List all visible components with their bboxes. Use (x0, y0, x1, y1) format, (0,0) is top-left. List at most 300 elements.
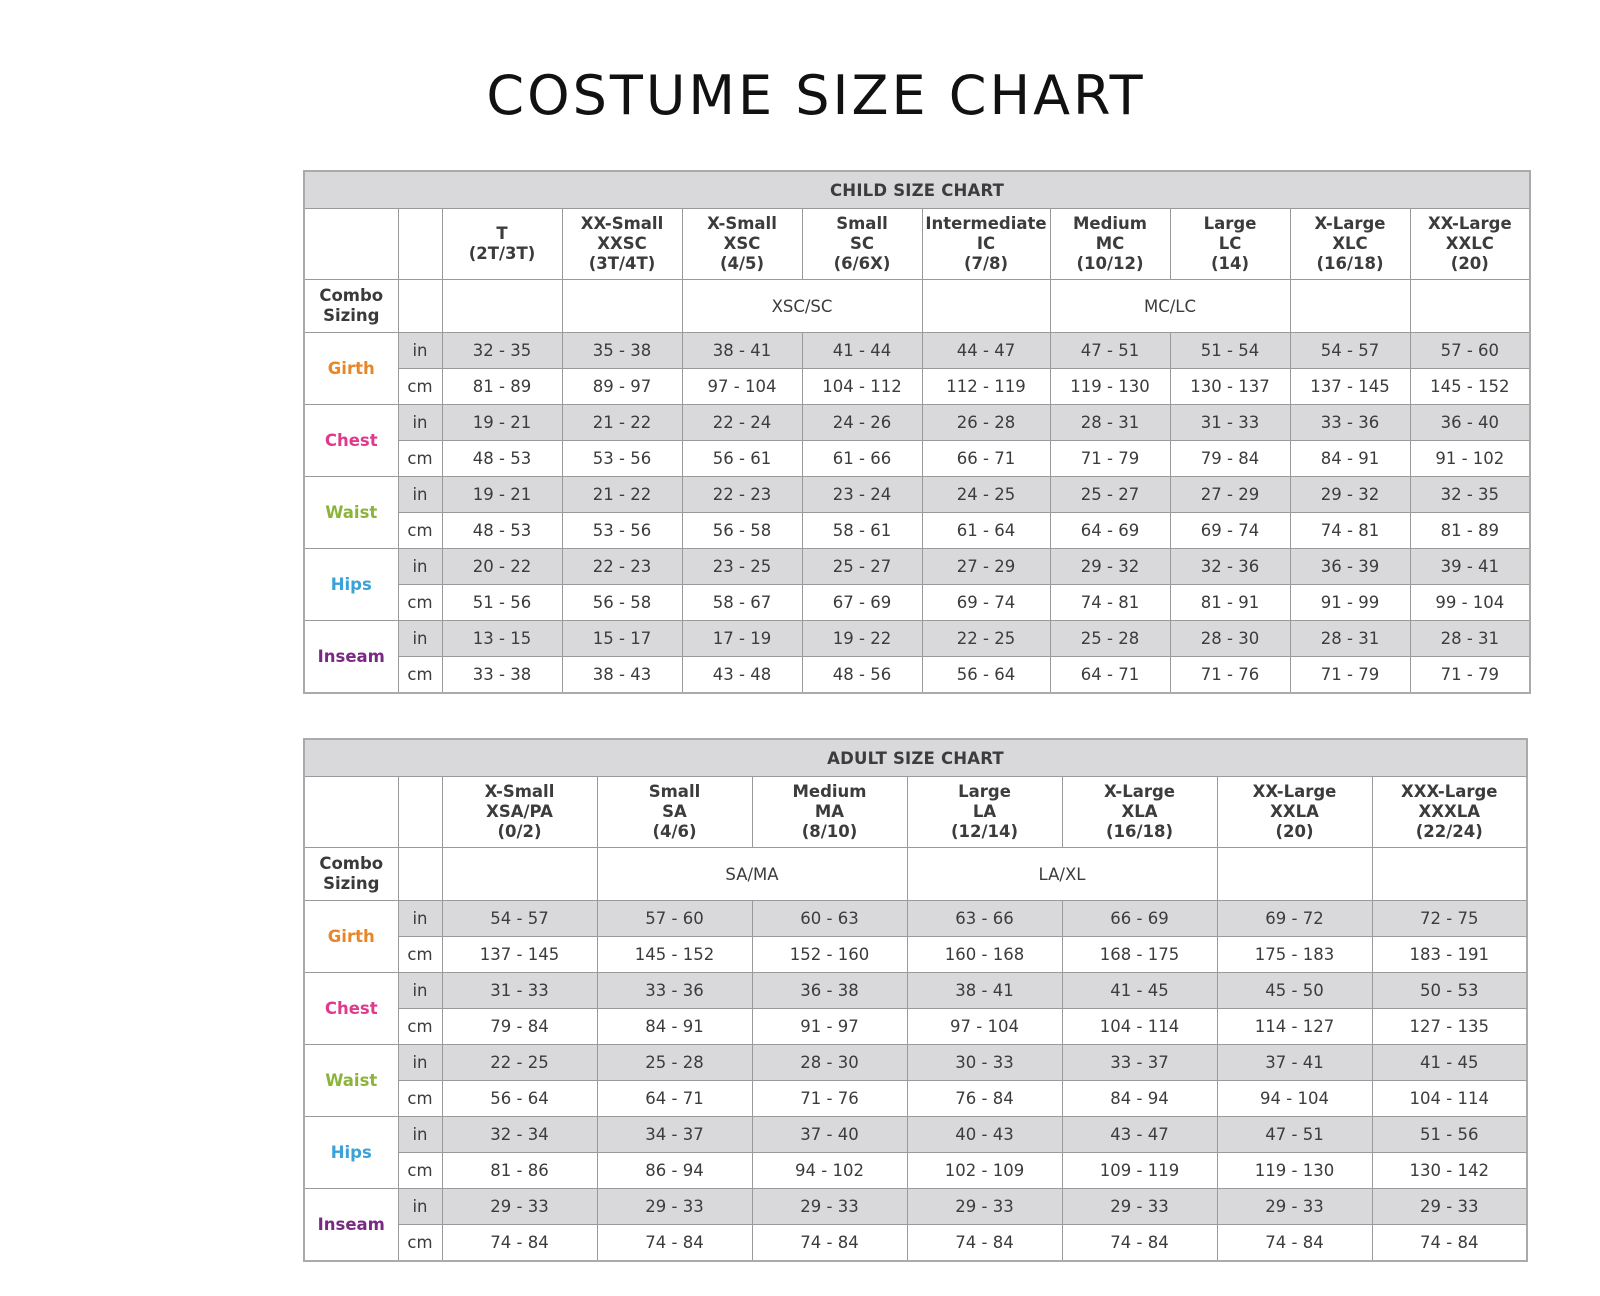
measure-value: 64 - 69 (1050, 513, 1170, 549)
measure-value: 56 - 64 (922, 657, 1050, 694)
size-header-line: X-Large (1314, 214, 1386, 233)
unit-label: in (398, 621, 442, 657)
measure-label-girth: Girth (304, 901, 398, 973)
size-header-line: Medium (792, 782, 867, 801)
measure-value: 51 - 56 (1372, 1117, 1527, 1153)
table-row (304, 333, 1530, 369)
measure-value: 29 - 33 (597, 1189, 752, 1225)
measure-value: 31 - 33 (442, 973, 597, 1009)
measure-value: 41 - 45 (1372, 1045, 1527, 1081)
measure-label-inseam: Inseam (304, 1189, 398, 1262)
measure-value: 29 - 33 (907, 1189, 1062, 1225)
measure-value: 57 - 60 (597, 901, 752, 937)
table-row (304, 513, 1530, 549)
measure-value: 94 - 104 (1217, 1081, 1372, 1117)
measure-value: 64 - 71 (1050, 657, 1170, 694)
measure-value: 33 - 38 (442, 657, 562, 694)
measure-value: 39 - 41 (1410, 549, 1530, 585)
combo-size-cell: MC/LC (1050, 280, 1290, 333)
combo-label-line: Combo (319, 854, 384, 873)
measure-value: 61 - 66 (802, 441, 922, 477)
measure-value: 30 - 33 (907, 1045, 1062, 1081)
measure-value: 94 - 102 (752, 1153, 907, 1189)
measure-value: 17 - 19 (682, 621, 802, 657)
measure-label-waist: Waist (304, 1045, 398, 1117)
measure-label-chest: Chest (304, 405, 398, 477)
measure-value: 15 - 17 (562, 621, 682, 657)
measure-label-girth: Girth (304, 333, 398, 405)
measure-value: 137 - 145 (442, 937, 597, 973)
empty-header-cell (304, 777, 398, 848)
chart-heading: CHILD SIZE CHART (304, 171, 1530, 209)
measure-value: 81 - 91 (1170, 585, 1290, 621)
measure-value: 37 - 41 (1217, 1045, 1372, 1081)
size-header-line: (22/24) (1415, 822, 1483, 841)
measure-value: 63 - 66 (907, 901, 1062, 937)
combo-sizing-label (304, 848, 398, 901)
measure-value: 41 - 44 (802, 333, 922, 369)
measure-value: 54 - 57 (442, 901, 597, 937)
size-header-line: XX-Large (1427, 214, 1512, 233)
measure-value: 25 - 27 (802, 549, 922, 585)
unit-label: in (398, 333, 442, 369)
measure-value: 104 - 112 (802, 369, 922, 405)
table-row (304, 1189, 1527, 1225)
measure-value: 48 - 56 (802, 657, 922, 694)
combo-size-cell (922, 280, 1050, 333)
measure-value: 81 - 89 (442, 369, 562, 405)
measure-value: 57 - 60 (1410, 333, 1530, 369)
empty-header-cell (304, 209, 398, 280)
measure-value: 104 - 114 (1062, 1009, 1217, 1045)
measure-value: 21 - 22 (562, 405, 682, 441)
measure-value: 76 - 84 (907, 1081, 1062, 1117)
measure-value: 66 - 69 (1062, 901, 1217, 937)
measure-value: 89 - 97 (562, 369, 682, 405)
measure-value: 29 - 33 (752, 1189, 907, 1225)
size-header-line: XXXLA (1418, 802, 1480, 821)
measure-value: 175 - 183 (1217, 937, 1372, 973)
measure-value: 99 - 104 (1410, 585, 1530, 621)
size-header-line: LA (972, 802, 997, 821)
measure-value: 74 - 84 (1217, 1225, 1372, 1262)
unit-label: cm (398, 1009, 442, 1045)
combo-size-cell (1290, 280, 1410, 333)
measure-value: 26 - 28 (922, 405, 1050, 441)
measure-value: 168 - 175 (1062, 937, 1217, 973)
size-header (1410, 209, 1530, 280)
measure-value: 81 - 86 (442, 1153, 597, 1189)
measure-value: 56 - 58 (562, 585, 682, 621)
measure-value: 25 - 27 (1050, 477, 1170, 513)
measure-value: 56 - 64 (442, 1081, 597, 1117)
measure-value: 56 - 61 (682, 441, 802, 477)
measure-value: 29 - 32 (1290, 477, 1410, 513)
size-header (907, 777, 1062, 848)
measure-value: 31 - 33 (1170, 405, 1290, 441)
measure-value: 145 - 152 (597, 937, 752, 973)
table-row (304, 1081, 1527, 1117)
measure-value: 24 - 26 (802, 405, 922, 441)
unit-label: in (398, 973, 442, 1009)
measure-value: 44 - 47 (922, 333, 1050, 369)
measure-value: 66 - 71 (922, 441, 1050, 477)
size-header (562, 209, 682, 280)
measure-value: 58 - 67 (682, 585, 802, 621)
measure-value: 71 - 79 (1050, 441, 1170, 477)
size-header-line: (3T/4T) (588, 254, 656, 273)
measure-value: 79 - 84 (1170, 441, 1290, 477)
size-header (1217, 777, 1372, 848)
measure-value: 145 - 152 (1410, 369, 1530, 405)
size-header-line: Large (1203, 214, 1257, 233)
measure-value: 23 - 24 (802, 477, 922, 513)
measure-value: 127 - 135 (1372, 1009, 1527, 1045)
size-header-line: Large (958, 782, 1011, 801)
measure-label-inseam: Inseam (304, 621, 398, 694)
page-title: COSTUME SIZE CHART (486, 64, 1146, 127)
size-header-line: Small (836, 214, 888, 233)
size-header-line: XSA/PA (486, 802, 553, 821)
size-header-line: SA (662, 802, 687, 821)
measure-value: 102 - 109 (907, 1153, 1062, 1189)
unit-label: in (398, 1189, 442, 1225)
measure-value: 28 - 31 (1410, 621, 1530, 657)
measure-value: 43 - 48 (682, 657, 802, 694)
table-row (304, 441, 1530, 477)
measure-value: 91 - 97 (752, 1009, 907, 1045)
combo-size-cell (442, 280, 562, 333)
size-header-line: Medium (1072, 214, 1148, 233)
measure-value: 38 - 43 (562, 657, 682, 694)
size-header (802, 209, 922, 280)
measure-value: 27 - 29 (1170, 477, 1290, 513)
measure-value: 36 - 38 (752, 973, 907, 1009)
measure-value: 43 - 47 (1062, 1117, 1217, 1153)
measure-value: 183 - 191 (1372, 937, 1527, 973)
measure-value: 34 - 37 (597, 1117, 752, 1153)
measure-value: 48 - 53 (442, 513, 562, 549)
size-header-line: (2T/3T) (468, 244, 536, 263)
size-header-line: XXSC (597, 234, 647, 253)
measure-value: 22 - 25 (442, 1045, 597, 1081)
table-row (304, 621, 1530, 657)
unit-label: in (398, 405, 442, 441)
size-header (682, 209, 802, 280)
measure-value: 29 - 33 (442, 1189, 597, 1225)
table-row (304, 1045, 1527, 1081)
child-size-chart (303, 170, 1531, 694)
measure-value: 119 - 130 (1050, 369, 1170, 405)
measure-value: 71 - 79 (1410, 657, 1530, 694)
measure-value: 28 - 30 (752, 1045, 907, 1081)
measure-value: 74 - 84 (1062, 1225, 1217, 1262)
measure-value: 104 - 114 (1372, 1081, 1527, 1117)
measure-value: 67 - 69 (802, 585, 922, 621)
measure-value: 25 - 28 (1050, 621, 1170, 657)
empty-unit-cell (398, 848, 442, 901)
measure-value: 51 - 54 (1170, 333, 1290, 369)
measure-value: 24 - 25 (922, 477, 1050, 513)
measure-value: 48 - 53 (442, 441, 562, 477)
size-header-line: (14) (1210, 254, 1250, 273)
size-header-line: IC (976, 234, 996, 253)
combo-label-line: Sizing (323, 874, 380, 893)
measure-value: 61 - 64 (922, 513, 1050, 549)
combo-size-cell (442, 848, 597, 901)
table-row (304, 937, 1527, 973)
measure-value: 22 - 23 (562, 549, 682, 585)
measure-value: 130 - 137 (1170, 369, 1290, 405)
measure-value: 27 - 29 (922, 549, 1050, 585)
measure-value: 41 - 45 (1062, 973, 1217, 1009)
measure-value: 20 - 22 (442, 549, 562, 585)
measure-value: 79 - 84 (442, 1009, 597, 1045)
measure-value: 19 - 22 (802, 621, 922, 657)
measure-value: 84 - 91 (1290, 441, 1410, 477)
combo-label-line: Sizing (323, 306, 380, 325)
measure-value: 36 - 40 (1410, 405, 1530, 441)
measure-label-chest: Chest (304, 973, 398, 1045)
measure-value: 91 - 99 (1290, 585, 1410, 621)
combo-size-cell: SA/MA (597, 848, 907, 901)
measure-value: 86 - 94 (597, 1153, 752, 1189)
table-row (304, 477, 1530, 513)
measure-value: 32 - 34 (442, 1117, 597, 1153)
measure-value: 64 - 71 (597, 1081, 752, 1117)
measure-label-hips: Hips (304, 549, 398, 621)
combo-sizing-label (304, 280, 398, 333)
measure-value: 47 - 51 (1050, 333, 1170, 369)
measure-value: 29 - 33 (1217, 1189, 1372, 1225)
measure-value: 33 - 36 (1290, 405, 1410, 441)
measure-value: 22 - 24 (682, 405, 802, 441)
measure-value: 72 - 75 (1372, 901, 1527, 937)
measure-value: 54 - 57 (1290, 333, 1410, 369)
measure-value: 53 - 56 (562, 513, 682, 549)
measure-value: 47 - 51 (1217, 1117, 1372, 1153)
combo-size-cell (1217, 848, 1372, 901)
measure-value: 32 - 35 (442, 333, 562, 369)
measure-value: 71 - 76 (1170, 657, 1290, 694)
measure-value: 74 - 81 (1050, 585, 1170, 621)
unit-label: cm (398, 1081, 442, 1117)
unit-label: cm (398, 441, 442, 477)
measure-value: 81 - 89 (1410, 513, 1530, 549)
measure-value: 109 - 119 (1062, 1153, 1217, 1189)
measure-value: 32 - 35 (1410, 477, 1530, 513)
combo-size-cell (1410, 280, 1530, 333)
size-header-line: XX-Large (1252, 782, 1337, 801)
unit-label: in (398, 901, 442, 937)
measure-value: 40 - 43 (907, 1117, 1062, 1153)
size-header-line: (0/2) (497, 822, 542, 841)
combo-size-cell (1372, 848, 1527, 901)
combo-size-cell (562, 280, 682, 333)
measure-value: 152 - 160 (752, 937, 907, 973)
measure-value: 56 - 58 (682, 513, 802, 549)
size-header-line: MC (1095, 234, 1125, 253)
measure-value: 69 - 72 (1217, 901, 1372, 937)
measure-value: 38 - 41 (907, 973, 1062, 1009)
measure-value: 21 - 22 (562, 477, 682, 513)
size-header-line: (10/12) (1076, 254, 1144, 273)
size-header-line: XXLA (1270, 802, 1319, 821)
size-header (1290, 209, 1410, 280)
measure-value: 91 - 102 (1410, 441, 1530, 477)
measure-value: 114 - 127 (1217, 1009, 1372, 1045)
measure-value: 119 - 130 (1217, 1153, 1372, 1189)
size-header-line: X-Small (484, 782, 555, 801)
size-header-line: (6/6X) (833, 254, 891, 273)
size-header (1372, 777, 1527, 848)
size-header-line: (12/14) (950, 822, 1019, 841)
size-header-line: SC (850, 234, 874, 253)
size-header (922, 209, 1050, 280)
unit-label: cm (398, 513, 442, 549)
measure-value: 25 - 28 (597, 1045, 752, 1081)
measure-value: 29 - 32 (1050, 549, 1170, 585)
measure-value: 28 - 31 (1290, 621, 1410, 657)
adult-size-chart (303, 738, 1528, 1262)
size-header-line: (16/18) (1316, 254, 1384, 273)
size-header (442, 209, 562, 280)
measure-value: 160 - 168 (907, 937, 1062, 973)
size-header (1050, 209, 1170, 280)
table-row (304, 549, 1530, 585)
size-header (1062, 777, 1217, 848)
unit-label: cm (398, 1225, 442, 1262)
unit-label: cm (398, 369, 442, 405)
size-header-line: XXLC (1445, 234, 1494, 253)
table-row (304, 1117, 1527, 1153)
measure-value: 22 - 23 (682, 477, 802, 513)
measure-value: 112 - 119 (922, 369, 1050, 405)
unit-label: cm (398, 937, 442, 973)
size-header-line: XLA (1121, 802, 1158, 821)
size-header-line: (8/10) (801, 822, 858, 841)
measure-value: 137 - 145 (1290, 369, 1410, 405)
size-header-line: (20) (1275, 822, 1314, 841)
size-header-line: LC (1218, 234, 1242, 253)
measure-value: 36 - 39 (1290, 549, 1410, 585)
size-header-line: (7/8) (963, 254, 1009, 273)
table-row (304, 901, 1527, 937)
measure-value: 32 - 36 (1170, 549, 1290, 585)
measure-value: 29 - 33 (1372, 1189, 1527, 1225)
measure-value: 74 - 84 (442, 1225, 597, 1262)
measure-value: 84 - 94 (1062, 1081, 1217, 1117)
size-header-line: (20) (1450, 254, 1489, 273)
size-header-line: (16/18) (1105, 822, 1174, 841)
size-header (1170, 209, 1290, 280)
measure-value: 97 - 104 (682, 369, 802, 405)
empty-unit-cell (398, 280, 442, 333)
measure-value: 19 - 21 (442, 405, 562, 441)
size-header-line: Small (648, 782, 701, 801)
chart-heading: ADULT SIZE CHART (304, 739, 1527, 777)
measure-value: 22 - 25 (922, 621, 1050, 657)
measure-value: 97 - 104 (907, 1009, 1062, 1045)
size-header (752, 777, 907, 848)
table-row (304, 369, 1530, 405)
empty-header-cell (398, 777, 442, 848)
measure-value: 69 - 74 (1170, 513, 1290, 549)
table-row (304, 585, 1530, 621)
measure-value: 71 - 79 (1290, 657, 1410, 694)
unit-label: in (398, 1045, 442, 1081)
measure-value: 74 - 84 (597, 1225, 752, 1262)
empty-header-cell (398, 209, 442, 280)
measure-value: 74 - 81 (1290, 513, 1410, 549)
table-row (304, 1225, 1527, 1262)
measure-value: 58 - 61 (802, 513, 922, 549)
table-row (304, 657, 1530, 694)
table-row (304, 973, 1527, 1009)
size-header-line: X-Large (1103, 782, 1175, 801)
table-row (304, 1153, 1527, 1189)
table-row (304, 1009, 1527, 1045)
measure-value: 69 - 74 (922, 585, 1050, 621)
measure-value: 84 - 91 (597, 1009, 752, 1045)
unit-label: in (398, 549, 442, 585)
measure-value: 13 - 15 (442, 621, 562, 657)
unit-label: cm (398, 1153, 442, 1189)
size-header-line: (4/5) (719, 254, 765, 273)
measure-label-waist: Waist (304, 477, 398, 549)
measure-value: 53 - 56 (562, 441, 682, 477)
size-header-line: Intermediate (925, 214, 1047, 233)
size-header-line: XXX-Large (1401, 782, 1498, 801)
size-header-line: XX-Small (580, 214, 664, 233)
size-header-line: MA (814, 802, 845, 821)
combo-label-line: Combo (319, 286, 384, 305)
measure-value: 35 - 38 (562, 333, 682, 369)
measure-value: 71 - 76 (752, 1081, 907, 1117)
size-header-line: T (496, 224, 508, 243)
combo-size-cell: LA/XL (907, 848, 1217, 901)
measure-value: 19 - 21 (442, 477, 562, 513)
measure-value: 74 - 84 (907, 1225, 1062, 1262)
measure-value: 28 - 31 (1050, 405, 1170, 441)
combo-size-cell: XSC/SC (682, 280, 922, 333)
unit-label: cm (398, 657, 442, 694)
measure-value: 45 - 50 (1217, 973, 1372, 1009)
unit-label: in (398, 1117, 442, 1153)
measure-value: 74 - 84 (752, 1225, 907, 1262)
measure-value: 33 - 36 (597, 973, 752, 1009)
size-header (442, 777, 597, 848)
measure-value: 38 - 41 (682, 333, 802, 369)
measure-value: 23 - 25 (682, 549, 802, 585)
measure-value: 50 - 53 (1372, 973, 1527, 1009)
measure-value: 28 - 30 (1170, 621, 1290, 657)
size-header (597, 777, 752, 848)
measure-value: 74 - 84 (1372, 1225, 1527, 1262)
measure-value: 33 - 37 (1062, 1045, 1217, 1081)
size-header-line: XLC (1332, 234, 1368, 253)
size-header-line: X-Small (707, 214, 777, 233)
measure-value: 130 - 142 (1372, 1153, 1527, 1189)
measure-value: 60 - 63 (752, 901, 907, 937)
table-row (304, 405, 1530, 441)
measure-value: 37 - 40 (752, 1117, 907, 1153)
unit-label: cm (398, 585, 442, 621)
unit-label: in (398, 477, 442, 513)
measure-label-hips: Hips (304, 1117, 398, 1189)
size-header-line: (4/6) (652, 822, 697, 841)
measure-value: 29 - 33 (1062, 1189, 1217, 1225)
